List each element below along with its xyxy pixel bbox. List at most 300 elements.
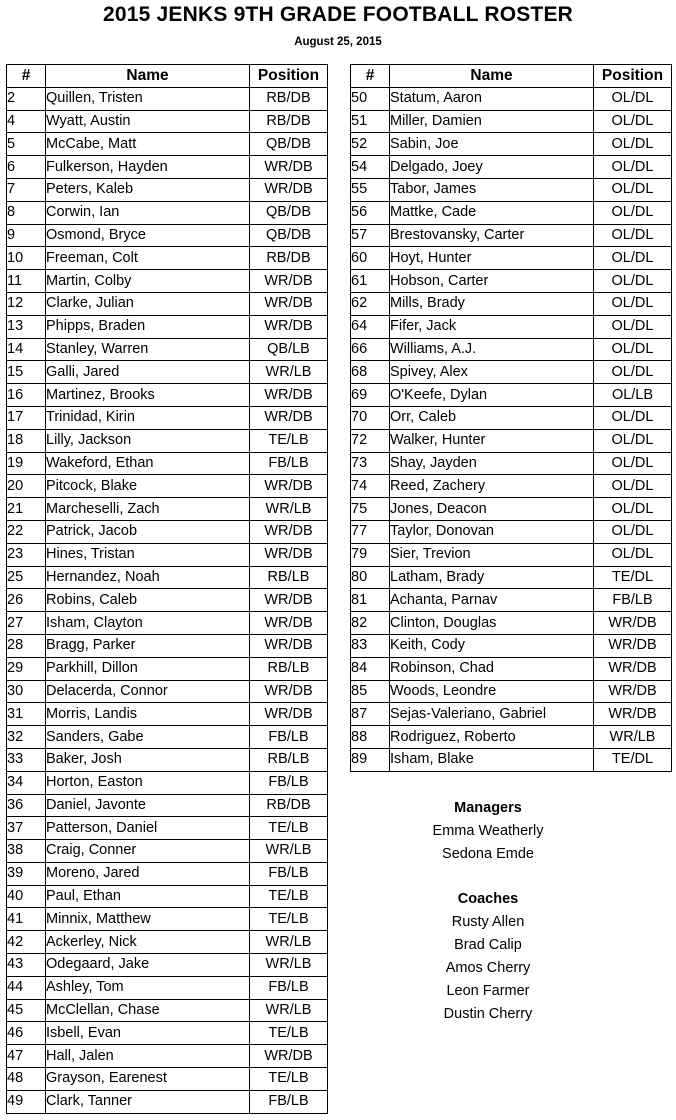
roster-table-right <box>350 64 672 772</box>
player-position: WR/DB <box>250 589 328 612</box>
table-row <box>351 133 672 156</box>
table-row <box>351 566 672 589</box>
player-name: Keith, Cody <box>390 634 594 657</box>
player-position: WR/DB <box>594 657 672 680</box>
table-row <box>7 680 328 703</box>
player-name: Ashley, Tom <box>46 976 250 999</box>
table-row <box>7 429 328 452</box>
player-name: Latham, Brady <box>390 566 594 589</box>
player-name: Jones, Deacon <box>390 498 594 521</box>
player-number: 20 <box>7 475 46 498</box>
player-position: WR/LB <box>250 954 328 977</box>
player-position: FB/LB <box>594 589 672 612</box>
player-position: WR/DB <box>250 406 328 429</box>
player-position: WR/DB <box>250 270 328 293</box>
player-name: Mills, Brady <box>390 292 594 315</box>
player-number: 42 <box>7 931 46 954</box>
player-number: 31 <box>7 703 46 726</box>
player-name: Reed, Zachery <box>390 475 594 498</box>
player-position: OL/DL <box>594 224 672 247</box>
player-number: 44 <box>7 976 46 999</box>
staff-name: Rusty Allen <box>451 914 525 930</box>
player-number: 36 <box>7 794 46 817</box>
player-name: O'Keefe, Dylan <box>390 384 594 407</box>
player-number: 11 <box>7 270 46 293</box>
player-position: TE/DL <box>594 566 672 589</box>
coaches-list <box>390 911 586 1026</box>
player-position: WR/LB <box>250 498 328 521</box>
player-name: Craig, Conner <box>46 840 250 863</box>
table-row <box>351 406 672 429</box>
player-name: Hernandez, Noah <box>46 566 250 589</box>
player-name: Wakeford, Ethan <box>46 452 250 475</box>
header-name: Name <box>46 65 250 88</box>
table-row <box>7 133 328 156</box>
staff-name: Dustin Cherry <box>443 1006 533 1022</box>
player-name: Rodriguez, Roberto <box>390 726 594 749</box>
player-position: OL/DL <box>594 543 672 566</box>
player-position: QB/DB <box>250 133 328 156</box>
table-row <box>351 520 672 543</box>
table-row <box>351 247 672 270</box>
player-number: 38 <box>7 840 46 863</box>
player-number: 15 <box>7 361 46 384</box>
player-position: RB/DB <box>250 247 328 270</box>
table-row <box>7 224 328 247</box>
player-position: WR/DB <box>594 612 672 635</box>
table-row <box>7 498 328 521</box>
player-position: TE/DL <box>594 748 672 771</box>
player-name: Delacerda, Connor <box>46 680 250 703</box>
table-row <box>7 406 328 429</box>
player-name: Grayson, Earenest <box>46 1068 250 1091</box>
player-name: Stanley, Warren <box>46 338 250 361</box>
player-name: Achanta, Parnav <box>390 589 594 612</box>
staff-name: Emma Weatherly <box>432 823 544 839</box>
player-number: 26 <box>7 589 46 612</box>
table-row <box>7 87 328 110</box>
header-position: Position <box>250 65 328 88</box>
player-number: 61 <box>351 270 390 293</box>
table-row <box>7 1090 328 1113</box>
player-position: WR/DB <box>250 520 328 543</box>
player-name: Phipps, Braden <box>46 315 250 338</box>
player-position: OL/DL <box>594 338 672 361</box>
player-position: WR/DB <box>250 292 328 315</box>
table-row <box>7 885 328 908</box>
table-row <box>351 452 672 475</box>
player-name: Clinton, Douglas <box>390 612 594 635</box>
player-position: OL/DL <box>594 133 672 156</box>
table-row <box>7 908 328 931</box>
player-number: 79 <box>351 543 390 566</box>
player-position: OL/DL <box>594 361 672 384</box>
coaches-heading: Coaches <box>457 891 519 907</box>
roster-title: 2015 JENKS 9TH GRADE FOOTBALL ROSTER <box>102 3 574 26</box>
player-position: OL/DL <box>594 429 672 452</box>
player-position: OL/DL <box>594 498 672 521</box>
player-name: Spivey, Alex <box>390 361 594 384</box>
player-number: 33 <box>7 748 46 771</box>
player-name: Corwin, Ian <box>46 201 250 224</box>
player-name: Fulkerson, Hayden <box>46 156 250 179</box>
coaches-section <box>390 888 586 1026</box>
player-name: Statum, Aaron <box>390 87 594 110</box>
player-number: 34 <box>7 771 46 794</box>
player-position: TE/LB <box>250 817 328 840</box>
player-number: 73 <box>351 452 390 475</box>
player-number: 69 <box>351 384 390 407</box>
player-position: OL/DL <box>594 270 672 293</box>
table-row <box>351 475 672 498</box>
player-number: 49 <box>7 1090 46 1113</box>
header-number: # <box>7 65 46 88</box>
player-number: 16 <box>7 384 46 407</box>
player-number: 48 <box>7 1068 46 1091</box>
player-position: OL/DL <box>594 87 672 110</box>
table-row <box>7 612 328 635</box>
player-number: 46 <box>7 1022 46 1045</box>
header-name: Name <box>390 65 594 88</box>
player-position: WR/LB <box>250 840 328 863</box>
table-row <box>351 703 672 726</box>
player-name: Trinidad, Kirin <box>46 406 250 429</box>
player-number: 17 <box>7 406 46 429</box>
table-row <box>7 976 328 999</box>
player-name: Hoyt, Hunter <box>390 247 594 270</box>
header-position: Position <box>594 65 672 88</box>
player-number: 85 <box>351 680 390 703</box>
player-number: 5 <box>7 133 46 156</box>
player-number: 64 <box>351 315 390 338</box>
player-number: 80 <box>351 566 390 589</box>
player-number: 81 <box>351 589 390 612</box>
player-position: WR/DB <box>594 680 672 703</box>
player-number: 50 <box>351 87 390 110</box>
roster-table-left <box>6 64 328 1114</box>
player-name: Wyatt, Austin <box>46 110 250 133</box>
player-position: OL/DL <box>594 406 672 429</box>
player-name: Horton, Easton <box>46 771 250 794</box>
player-name: Mattke, Cade <box>390 201 594 224</box>
player-position: WR/DB <box>594 703 672 726</box>
player-name: Galli, Jared <box>46 361 250 384</box>
table-row <box>7 520 328 543</box>
player-position: FB/LB <box>250 862 328 885</box>
table-row <box>7 1045 328 1068</box>
table-row <box>7 270 328 293</box>
player-position: RB/DB <box>250 794 328 817</box>
player-name: Brestovansky, Carter <box>390 224 594 247</box>
player-position: WR/LB <box>594 726 672 749</box>
table-row <box>7 589 328 612</box>
player-position: RB/LB <box>250 657 328 680</box>
table-row <box>7 840 328 863</box>
player-name: Hobson, Carter <box>390 270 594 293</box>
player-position: WR/DB <box>250 612 328 635</box>
table-row <box>351 589 672 612</box>
player-number: 29 <box>7 657 46 680</box>
table-row <box>7 110 328 133</box>
player-number: 25 <box>7 566 46 589</box>
table-row <box>7 201 328 224</box>
player-number: 2 <box>7 87 46 110</box>
player-position: TE/LB <box>250 908 328 931</box>
table-row <box>351 292 672 315</box>
table-row <box>7 999 328 1022</box>
player-number: 32 <box>7 726 46 749</box>
player-name: Clarke, Julian <box>46 292 250 315</box>
player-number: 27 <box>7 612 46 635</box>
player-name: Isham, Blake <box>390 748 594 771</box>
player-name: Baker, Josh <box>46 748 250 771</box>
table-row <box>7 1068 328 1091</box>
table-row <box>7 156 328 179</box>
table-row <box>7 954 328 977</box>
table-row <box>7 338 328 361</box>
player-number: 7 <box>7 178 46 201</box>
player-number: 21 <box>7 498 46 521</box>
table-row <box>351 338 672 361</box>
player-name: Sanders, Gabe <box>46 726 250 749</box>
player-number: 57 <box>351 224 390 247</box>
table-row <box>351 543 672 566</box>
player-number: 72 <box>351 429 390 452</box>
table-row <box>351 110 672 133</box>
player-position: OL/DL <box>594 110 672 133</box>
player-name: Patrick, Jacob <box>46 520 250 543</box>
player-position: WR/LB <box>250 999 328 1022</box>
player-name: Delgado, Joey <box>390 156 594 179</box>
player-name: Peters, Kaleb <box>46 178 250 201</box>
table-row <box>351 726 672 749</box>
player-name: Sier, Trevion <box>390 543 594 566</box>
player-position: FB/LB <box>250 1090 328 1113</box>
player-number: 68 <box>351 361 390 384</box>
table-row <box>7 384 328 407</box>
player-number: 52 <box>351 133 390 156</box>
player-position: RB/LB <box>250 748 328 771</box>
player-name: Isbell, Evan <box>46 1022 250 1045</box>
player-position: OL/LB <box>594 384 672 407</box>
player-number: 51 <box>351 110 390 133</box>
player-number: 47 <box>7 1045 46 1068</box>
table-row <box>7 931 328 954</box>
player-name: Daniel, Javonte <box>46 794 250 817</box>
player-position: WR/DB <box>250 178 328 201</box>
player-number: 30 <box>7 680 46 703</box>
table-row <box>7 634 328 657</box>
player-number: 28 <box>7 634 46 657</box>
table-row <box>7 566 328 589</box>
managers-list <box>390 820 586 866</box>
player-position: TE/LB <box>250 429 328 452</box>
player-position: OL/DL <box>594 315 672 338</box>
table-row <box>7 771 328 794</box>
table-row <box>7 1022 328 1045</box>
player-number: 62 <box>351 292 390 315</box>
player-number: 54 <box>351 156 390 179</box>
player-position: QB/LB <box>250 338 328 361</box>
player-name: Odegaard, Jake <box>46 954 250 977</box>
player-number: 77 <box>351 520 390 543</box>
player-name: Patterson, Daniel <box>46 817 250 840</box>
table-row <box>7 315 328 338</box>
player-position: WR/DB <box>250 543 328 566</box>
player-name: Hines, Tristan <box>46 543 250 566</box>
table-row <box>7 703 328 726</box>
player-number: 23 <box>7 543 46 566</box>
player-number: 55 <box>351 178 390 201</box>
table-row <box>351 178 672 201</box>
header-number: # <box>351 65 390 88</box>
player-number: 13 <box>7 315 46 338</box>
player-number: 37 <box>7 817 46 840</box>
table-row <box>351 87 672 110</box>
table-row <box>7 794 328 817</box>
player-name: Minnix, Matthew <box>46 908 250 931</box>
player-position: WR/DB <box>250 384 328 407</box>
player-position: OL/DL <box>594 475 672 498</box>
player-position: QB/DB <box>250 201 328 224</box>
table-row <box>351 612 672 635</box>
player-name: Parkhill, Dillon <box>46 657 250 680</box>
player-number: 9 <box>7 224 46 247</box>
player-position: TE/LB <box>250 1022 328 1045</box>
player-name: Osmond, Bryce <box>46 224 250 247</box>
table-row <box>7 178 328 201</box>
staff-name: Leon Farmer <box>446 983 530 999</box>
table-row <box>7 292 328 315</box>
player-position: OL/DL <box>594 201 672 224</box>
player-number: 6 <box>7 156 46 179</box>
table-row <box>7 726 328 749</box>
table-row <box>351 429 672 452</box>
player-name: Freeman, Colt <box>46 247 250 270</box>
player-position: WR/DB <box>594 634 672 657</box>
player-number: 82 <box>351 612 390 635</box>
table-row <box>351 384 672 407</box>
player-name: Quillen, Tristen <box>46 87 250 110</box>
player-number: 83 <box>351 634 390 657</box>
player-position: QB/DB <box>250 224 328 247</box>
table-row <box>351 270 672 293</box>
player-name: McClellan, Chase <box>46 999 250 1022</box>
player-position: WR/DB <box>250 156 328 179</box>
player-number: 84 <box>351 657 390 680</box>
player-position: RB/LB <box>250 566 328 589</box>
table-row <box>351 680 672 703</box>
player-position: RB/DB <box>250 87 328 110</box>
player-number: 22 <box>7 520 46 543</box>
table-row <box>351 498 672 521</box>
player-position: FB/LB <box>250 771 328 794</box>
player-name: Taylor, Donovan <box>390 520 594 543</box>
table-header-row <box>351 65 672 88</box>
player-name: Pitcock, Blake <box>46 475 250 498</box>
player-name: Miller, Damien <box>390 110 594 133</box>
roster-date: August 25, 2015 <box>294 36 382 48</box>
player-number: 4 <box>7 110 46 133</box>
player-position: WR/DB <box>250 680 328 703</box>
table-row <box>7 361 328 384</box>
player-position: OL/DL <box>594 178 672 201</box>
player-number: 19 <box>7 452 46 475</box>
player-number: 88 <box>351 726 390 749</box>
staff-name: Sedona Emde <box>442 846 534 862</box>
player-name: Tabor, James <box>390 178 594 201</box>
player-position: FB/LB <box>250 726 328 749</box>
player-number: 40 <box>7 885 46 908</box>
player-name: Sejas-Valeriano, Gabriel <box>390 703 594 726</box>
player-name: Walker, Hunter <box>390 429 594 452</box>
player-name: Orr, Caleb <box>390 406 594 429</box>
table-row <box>351 748 672 771</box>
player-name: Williams, A.J. <box>390 338 594 361</box>
table-row <box>351 634 672 657</box>
player-number: 60 <box>351 247 390 270</box>
table-row <box>351 361 672 384</box>
player-position: OL/DL <box>594 520 672 543</box>
player-name: Robinson, Chad <box>390 657 594 680</box>
player-name: Moreno, Jared <box>46 862 250 885</box>
player-position: FB/LB <box>250 976 328 999</box>
player-number: 75 <box>351 498 390 521</box>
table-row <box>7 862 328 885</box>
player-name: Woods, Leondre <box>390 680 594 703</box>
player-number: 70 <box>351 406 390 429</box>
player-number: 10 <box>7 247 46 270</box>
player-name: Clark, Tanner <box>46 1090 250 1113</box>
player-name: Morris, Landis <box>46 703 250 726</box>
staff-name: Amos Cherry <box>445 960 531 976</box>
player-number: 45 <box>7 999 46 1022</box>
player-position: TE/LB <box>250 1068 328 1091</box>
table-row <box>7 475 328 498</box>
player-name: Hall, Jalen <box>46 1045 250 1068</box>
table-header-row <box>7 65 328 88</box>
table-row <box>7 247 328 270</box>
table-row <box>351 201 672 224</box>
player-position: WR/LB <box>250 931 328 954</box>
player-name: Shay, Jayden <box>390 452 594 475</box>
player-name: Marcheselli, Zach <box>46 498 250 521</box>
player-name: Bragg, Parker <box>46 634 250 657</box>
player-name: Lilly, Jackson <box>46 429 250 452</box>
player-name: McCabe, Matt <box>46 133 250 156</box>
player-name: Sabin, Joe <box>390 133 594 156</box>
table-row <box>7 657 328 680</box>
player-number: 89 <box>351 748 390 771</box>
player-name: Robins, Caleb <box>46 589 250 612</box>
player-position: FB/LB <box>250 452 328 475</box>
player-number: 12 <box>7 292 46 315</box>
player-name: Martinez, Brooks <box>46 384 250 407</box>
player-number: 66 <box>351 338 390 361</box>
table-row <box>351 315 672 338</box>
player-number: 41 <box>7 908 46 931</box>
player-number: 87 <box>351 703 390 726</box>
table-row <box>351 224 672 247</box>
table-row <box>7 748 328 771</box>
player-number: 39 <box>7 862 46 885</box>
table-row <box>7 452 328 475</box>
player-position: RB/DB <box>250 110 328 133</box>
player-name: Ackerley, Nick <box>46 931 250 954</box>
player-position: OL/DL <box>594 292 672 315</box>
player-position: WR/DB <box>250 703 328 726</box>
managers-section <box>390 797 586 866</box>
